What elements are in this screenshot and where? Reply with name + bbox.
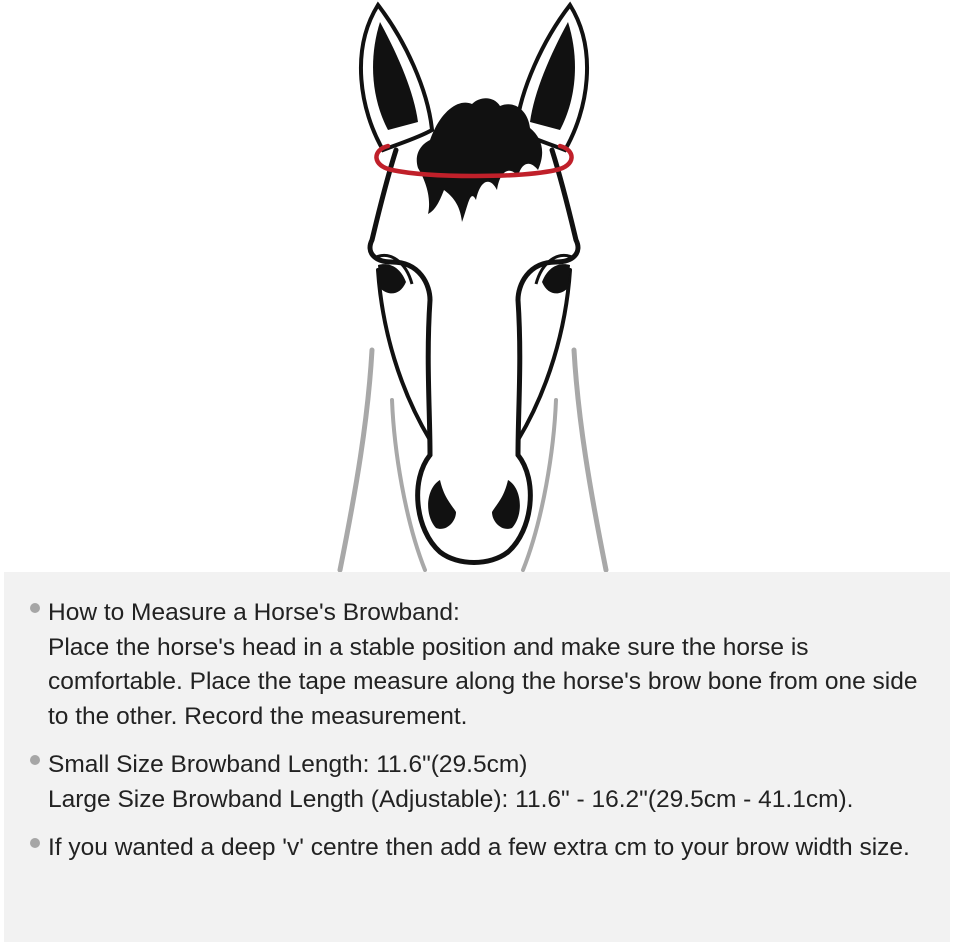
- nostrils: [428, 480, 520, 529]
- bullet-dot-icon: [30, 838, 40, 848]
- bullet-heading: Small Size Browband Length: 11.6"(29.5cm): [48, 751, 528, 778]
- bullet-size-lengths: [28, 748, 930, 817]
- bullet-heading: If you wanted a deep 'v' centre then add a few extra cm to your brow width size.: [48, 834, 910, 861]
- right-eye: [542, 264, 570, 293]
- bullet-deep-v-tip: [28, 831, 930, 866]
- neck-lines: [340, 350, 606, 570]
- bullet-how-to-measure: [28, 596, 930, 734]
- forelock: [417, 98, 542, 222]
- bullet-dot-icon: [30, 603, 40, 613]
- left-eye: [378, 264, 406, 293]
- head-outline: [370, 150, 578, 563]
- browband-info-panel: [4, 572, 950, 942]
- bullet-dot-icon: [30, 755, 40, 765]
- bullet-body: Large Size Browband Length (Adjustable): 11.6" - 16.2"(29.5cm - 41.1cm).: [48, 785, 854, 813]
- bullet-heading: How to Measure a Horse's Browband:: [48, 599, 460, 626]
- bullet-body: Place the horse's head in a stable position and make sure the horse is comfortable. Place the tape measure along the horse's brow bone from one side to the other. Record the measurement.: [48, 633, 925, 730]
